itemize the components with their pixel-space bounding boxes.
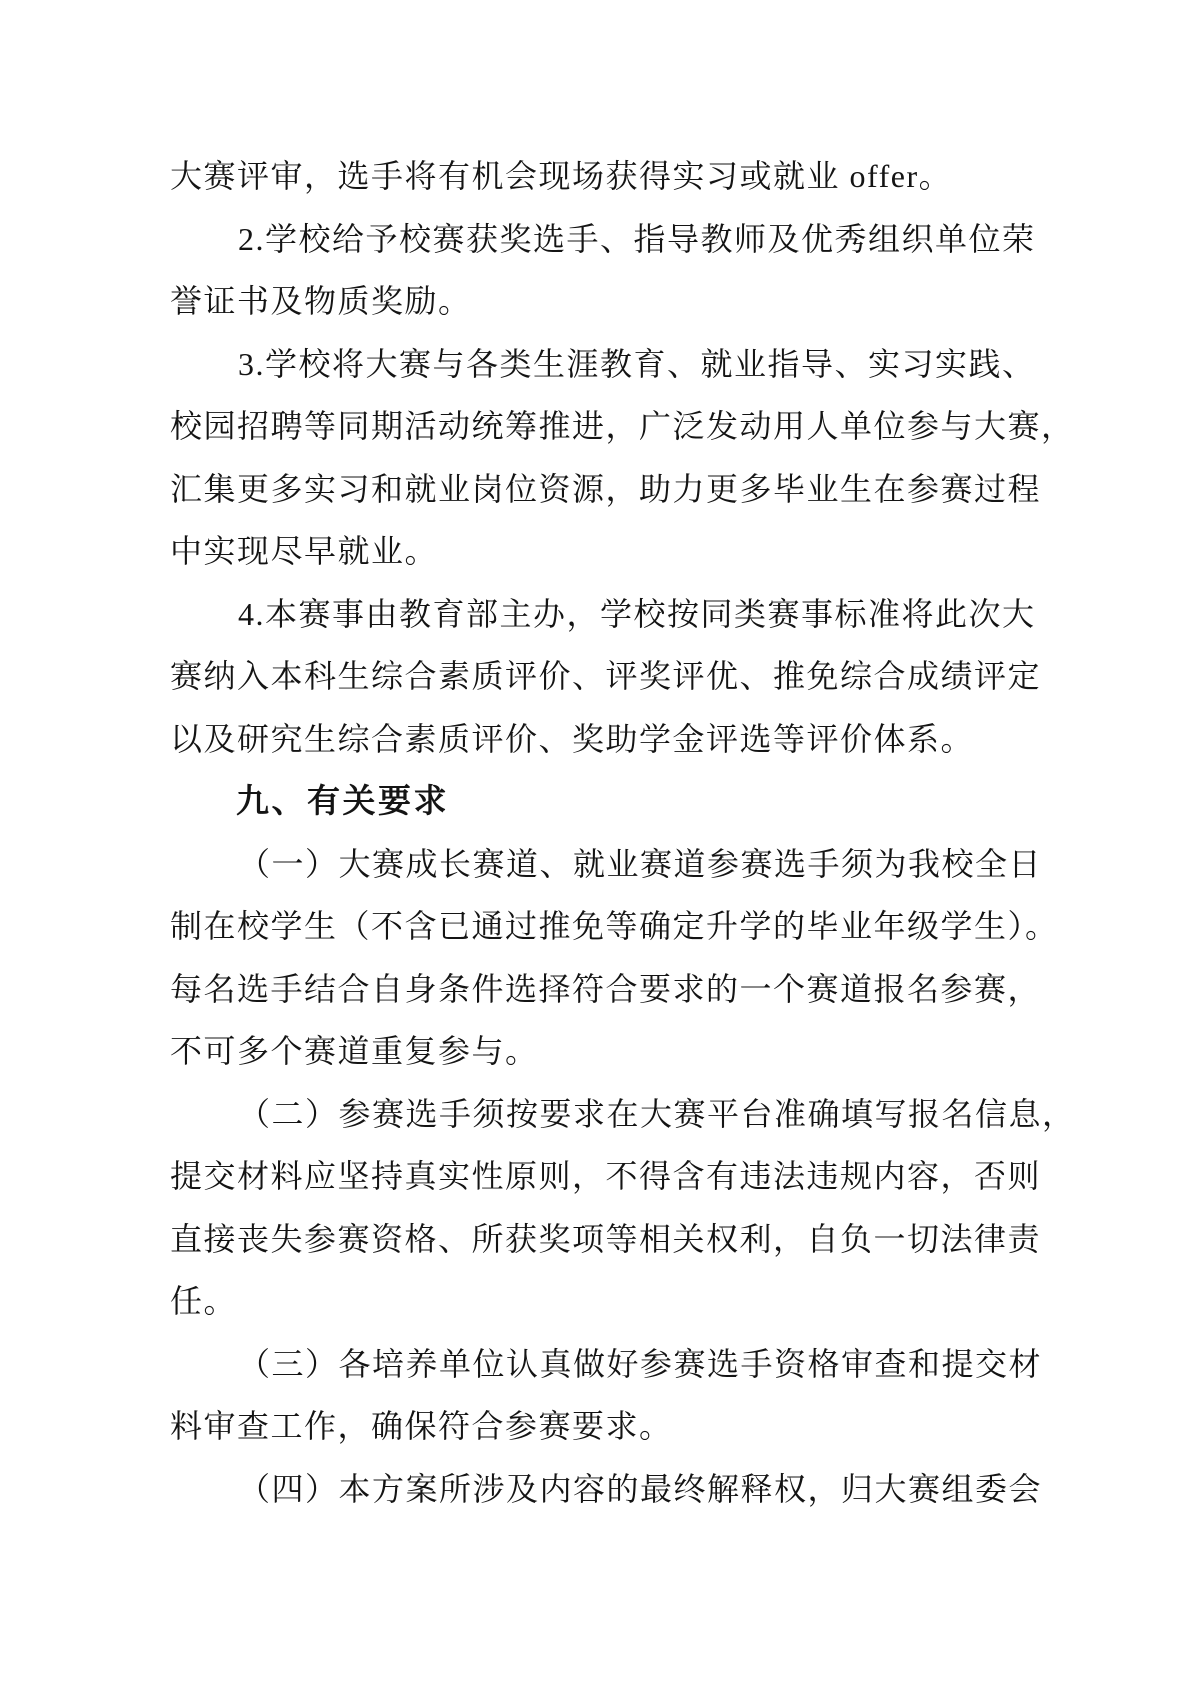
doc-line: 不可多个赛道重复参与。: [170, 1033, 539, 1069]
doc-line: 提交材料应坚持真实性原则，不得含有违法违规内容，否则: [170, 1158, 1042, 1194]
section-heading: 九、有关要求: [236, 782, 449, 819]
doc-line: 2.学校给予校赛获奖选手、指导教师及优秀组织单位荣: [238, 220, 1036, 257]
doc-line: 大赛评审，选手将有机会现场获得实习或就业 offer。: [170, 158, 953, 194]
doc-line: 校园招聘等同期活动统筹推进，广泛发动用人单位参与大赛，: [170, 408, 1075, 444]
doc-line: 直接丧失参赛资格、所获奖项等相关权利，自负一切法律责: [170, 1220, 1042, 1257]
doc-line: （四）本方案所涉及内容的最终解释权，归大赛组委会: [238, 1470, 1043, 1507]
doc-line: 每名选手结合自身条件选择符合要求的一个赛道报名参赛，: [170, 970, 1042, 1007]
doc-line: 中实现尽早就业。: [170, 533, 439, 569]
doc-line: （二）参赛选手须按要求在大赛平台准确填写报名信息，: [238, 1095, 1076, 1132]
doc-line: 制在校学生（不含已通过推免等确定升学的毕业年级学生）。: [170, 908, 1059, 944]
doc-line: （三）各培养单位认真做好参赛选手资格审查和提交材: [238, 1345, 1043, 1382]
doc-line: 赛纳入本科生综合素质评价、评奖评优、推免综合成绩评定: [170, 658, 1042, 694]
doc-line: （一）大赛成长赛道、就业赛道参赛选手须为我校全日: [238, 845, 1043, 882]
doc-line: 料审查工作，确保符合参赛要求。: [170, 1408, 673, 1444]
doc-line: 3.学校将大赛与各类生涯教育、就业指导、实习实践、: [238, 345, 1036, 382]
document-body: [170, 145, 1076, 1520]
doc-line: 以及研究生综合素质评价、奖助学金评选等评价体系。: [170, 720, 975, 757]
doc-line: 4.本赛事由教育部主办，学校按同类赛事标准将此次大: [238, 595, 1036, 632]
doc-line: 誉证书及物质奖励。: [170, 283, 472, 319]
doc-line: 汇集更多实习和就业岗位资源，助力更多毕业生在参赛过程: [170, 470, 1042, 507]
doc-line: 任。: [170, 1283, 238, 1319]
